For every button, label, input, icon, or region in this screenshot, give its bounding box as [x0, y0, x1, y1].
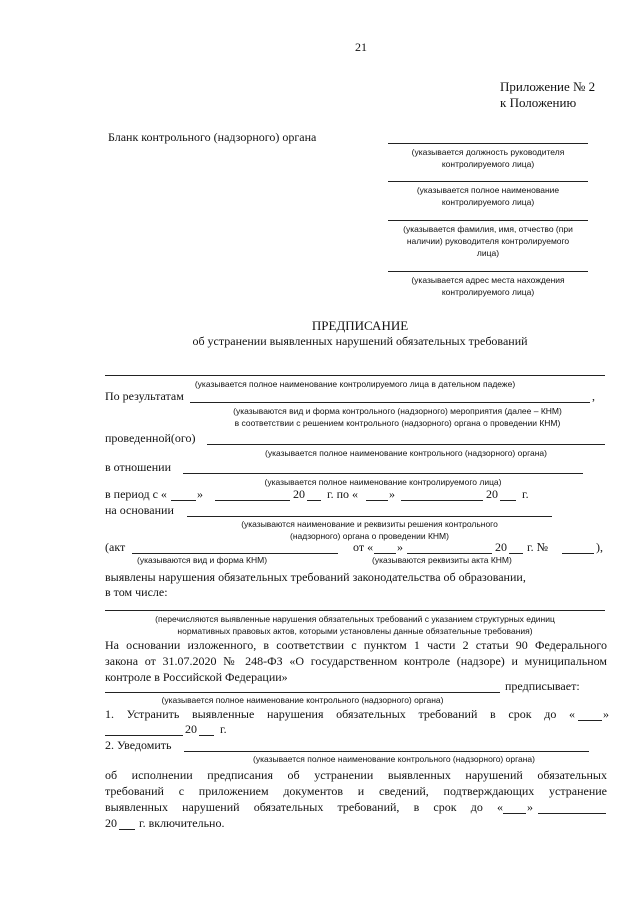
hint-act-requisites: (указываются реквизиты акта КНМ): [372, 555, 512, 565]
hint-regarding: (указывается полное наименование контролируемого лица): [264, 477, 502, 487]
hint-conducted: (указывается полное наименование контрольного (надзорного) органа): [265, 448, 547, 458]
line-regarding: [183, 473, 583, 474]
hint-basis-2: (надзорного) органа о проведении КНМ): [290, 531, 449, 541]
appendix-line-1: Приложение № 2: [500, 79, 596, 94]
blank-item1-day: [578, 720, 602, 721]
label-act: (акт: [105, 540, 126, 554]
line-conducted: [207, 444, 605, 445]
deadline-year-prefix: 20: [105, 816, 117, 830]
label-period-start: в период с «: [105, 487, 167, 501]
hint-knm-type: (указываются вид и форма контрольного (надзорного) мероприятия (далее – КНМ): [233, 406, 562, 416]
label-results: По результатам: [105, 389, 184, 403]
label-year-end: г.: [522, 487, 529, 501]
hint-act-type: (указываются вид и форма КНМ): [137, 555, 268, 565]
line-basis: [187, 516, 552, 517]
blank-item1-month: [105, 735, 183, 736]
item-1-text: 1. Устранить выявленные нарушения обязательных требований в срок до «: [105, 707, 575, 721]
deadline-quote-close: »: [527, 800, 533, 814]
line-violations: [105, 610, 605, 611]
hint-head-fio-3: лица): [476, 248, 500, 258]
hint-address-2: контролируемого лица): [441, 287, 535, 297]
line-controlled-dative: [105, 375, 605, 376]
hint-head-position-2: контролируемого лица): [441, 159, 535, 169]
law-text-3: контроле в Российской Федерации»: [105, 670, 288, 684]
hint-controlled-name: (указывается полное наименование: [416, 185, 560, 195]
line-head-fio: [388, 220, 588, 221]
blank-act-day: [374, 553, 396, 554]
hint-violations-2: нормативных правовых актов, которыми установлены данные обязательные требования): [177, 626, 533, 636]
hint-address: (указывается адрес места нахождения: [411, 275, 565, 285]
label-prescribes: предписывает:: [505, 679, 580, 693]
label-period-to: г. по «: [327, 487, 358, 501]
blank-month-2: [401, 500, 483, 501]
line-head-position: [388, 143, 588, 144]
hint-head-fio-2: наличии) руководителя контролируемого: [406, 236, 570, 246]
quote-close-3: »: [397, 540, 403, 554]
year-prefix-3: 20: [495, 540, 507, 554]
line-notify: [184, 751, 589, 752]
hint-knm-type-2: в соответствии с решением контрольного (надзорного) органа о проведении КНМ): [234, 418, 561, 428]
quote-close-1: »: [197, 487, 203, 501]
label-conducted: проведенной(ого): [105, 431, 196, 445]
hint-notify: (указывается полное наименование контрольного (надзорного) органа): [253, 754, 535, 764]
paragraph-line-2: требований с приложением документов и сведений, подтверждающих устранение: [105, 784, 607, 798]
blank-act-type: [132, 553, 338, 554]
label-regarding: в отношении: [105, 460, 172, 474]
item-1-year-prefix: 20: [185, 722, 197, 736]
blank-day-2: [366, 500, 388, 501]
deadline-suffix: г. включительно.: [139, 816, 225, 830]
item-1-year-suffix: г.: [220, 722, 227, 736]
label-act-number: г. №: [527, 540, 549, 554]
year-prefix-2: 20: [486, 487, 498, 501]
blank-act-number: [562, 553, 594, 554]
found-violations-2: в том числе:: [105, 585, 168, 599]
label-basis: на основании: [105, 503, 174, 517]
hint-controlled-name-2: контролируемого лица): [441, 197, 535, 207]
blank-deadline-day: [503, 813, 526, 814]
quote-close-2: »: [389, 487, 395, 501]
comma: ,: [592, 389, 595, 403]
page-number: 21: [355, 40, 367, 54]
blank-month-1: [215, 500, 290, 501]
blank-act-month: [407, 553, 492, 554]
paragraph-line-3: выявленных нарушений обязательных требований, в срок до «: [105, 800, 503, 814]
found-violations-1: выявлены нарушения обязательных требований законодательства об образовании,: [105, 570, 526, 584]
line-address: [388, 271, 588, 272]
paragraph-line-1: об исполнении предписания об устранении выявленных нарушений обязательных: [105, 768, 607, 782]
line-authority: [105, 692, 500, 693]
appendix-line-2: к Положению: [500, 95, 577, 110]
hint-head-position: (указывается должность руководителя: [411, 147, 565, 157]
hint-violations: (перечисляются выявленные нарушения обязательных требований с указанием структурных единиц: [155, 614, 555, 624]
hint-basis: (указываются наименование и реквизиты решения контрольного: [241, 519, 498, 529]
item-2-text: 2. Уведомить: [105, 738, 172, 752]
org-blank-label: Бланк контрольного (надзорного) органа: [108, 130, 317, 144]
line-controlled-name: [388, 181, 588, 182]
hint-controlled-dative: (указывается полное наименование контролируемого лица в дательном падеже): [194, 379, 516, 389]
act-paren-close: ),: [596, 540, 603, 554]
label-act-from: от «: [353, 540, 374, 554]
blank-deadline-month: [538, 813, 606, 814]
line-knm-type: [190, 402, 590, 403]
document-title: ПРЕДПИСАНИЕ: [311, 318, 409, 333]
blank-day-1: [171, 500, 196, 501]
law-text-1: На основании изложенного, в соответствии с пунктом 1 части 2 статьи 90 Федерального: [105, 638, 607, 652]
item-1-quote-close: »: [603, 707, 609, 721]
blank-year-2: [500, 500, 516, 501]
document-subtitle: об устранении выявленных нарушений обязательных требований: [192, 334, 528, 348]
blank-year-1: [307, 500, 321, 501]
blank-act-year: [509, 553, 523, 554]
hint-head-fio: (указывается фамилия, имя, отчество (при: [403, 224, 573, 234]
law-text-2: закона от 31.07.2020 № 248-ФЗ «О государственном контроле (надзоре) и муниципальном: [105, 654, 607, 668]
hint-authority: (указывается полное наименование контрольного (надзорного) органа): [161, 695, 444, 705]
year-prefix-1: 20: [293, 487, 305, 501]
blank-deadline-year: [119, 829, 135, 830]
blank-item1-year: [199, 735, 214, 736]
